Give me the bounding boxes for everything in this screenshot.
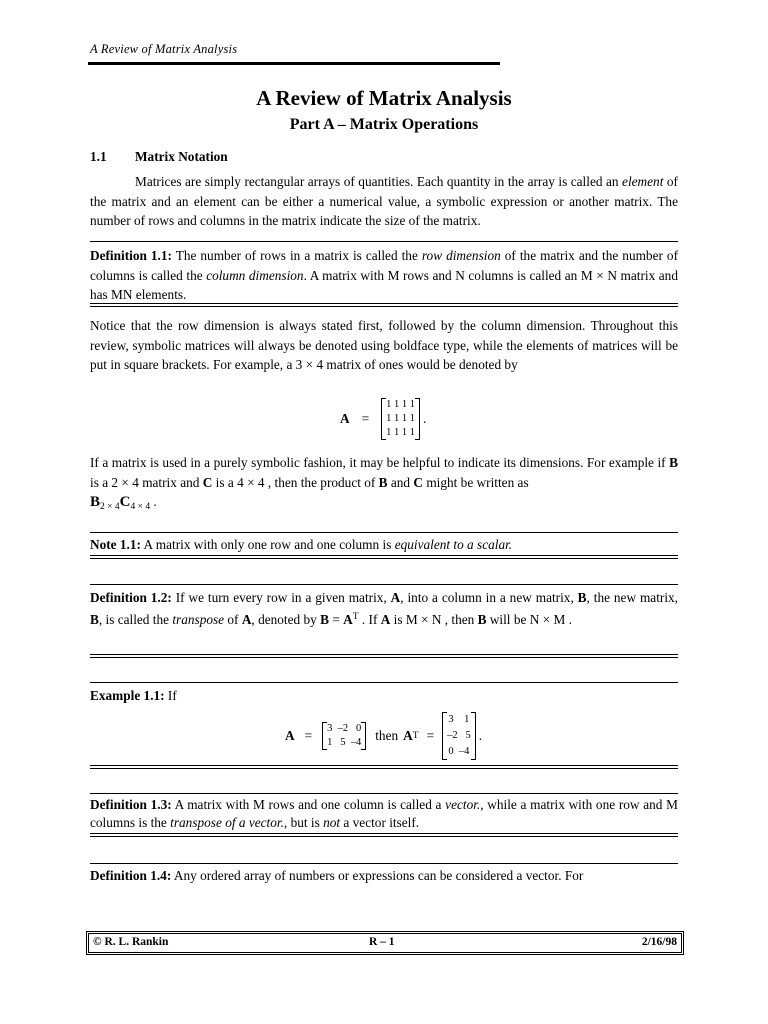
footer-date: 2/16/98 <box>641 936 677 948</box>
equals-sign: = <box>304 728 313 743</box>
ones-matrix <box>381 398 420 440</box>
section-number: 1.1 <box>90 149 107 164</box>
matrix-row: 1 1 1 1 <box>386 399 415 410</box>
page-subtitle: Part A – Matrix Operations <box>289 116 479 133</box>
definition-1-3-bottom-rule-2 <box>90 836 678 837</box>
header-rule <box>88 62 500 65</box>
equation-period: . <box>422 411 427 426</box>
definition-1-1-top-rule <box>90 241 678 242</box>
definition-1-2-top-rule <box>90 584 678 585</box>
definition-1-4-top-rule <box>90 863 678 864</box>
definition-1-1-bottom-rule-1 <box>90 303 678 304</box>
example-1-1-intro: Example 1.1: If <box>90 688 177 703</box>
transpose-example-equation <box>285 712 482 760</box>
symbolic-paragraph: If a matrix is used in a purely symbolic fashion, it may be helpful to indicate its dimensions. For example if B is a 2 × 4 matrix and C is a 4 × 4 , then the product of B and C might be written as $B_{2 \times 4}C_{4 \times 4}$ . <box>90 455 678 512</box>
definition-1-1: Definition 1.1: The number of rows in a matrix is called the row dimension of the matrix and the number of columns is called the column dimension. A matrix with M rows and N columns is called an M × N matrix and has MN elements. <box>90 248 678 302</box>
transpose-superscript: T <box>412 731 419 741</box>
matrix-row: –2 5 <box>447 730 471 741</box>
example-1-1-bottom-rule-2 <box>90 768 678 769</box>
example-1-1-bottom-rule-1 <box>90 765 678 766</box>
definition-1-1-bottom-rule-2 <box>90 306 678 307</box>
equals-sign: = <box>361 411 370 426</box>
note-1-1-bottom-rule-2 <box>90 558 678 559</box>
definition-1-2-bottom-rule-2 <box>90 657 678 658</box>
notation-paragraph: Notice that the row dimension is always stated first, followed by the column dimension. Throughout this review, symbolic matrices will always be denoted using boldface type, while the elements of matrices will be put in square brackets. For example, a 3 × 4 matrix of ones would be denoted by <box>90 318 678 372</box>
matrix-a-label: A <box>285 728 295 743</box>
equals-sign: = <box>426 728 435 743</box>
matrix-a-transpose <box>442 712 476 760</box>
equation-period: . <box>478 728 483 743</box>
ones-matrix-equation <box>340 398 426 440</box>
matrix-row: 3 –2 0 <box>327 723 362 734</box>
note-1-1-top-rule <box>90 532 678 533</box>
page-footer <box>88 933 682 953</box>
intro-paragraph: Matrices are simply rectangular arrays of quantities. Each quantity in the array is called an element of the matrix and an element can be either a numerical value, a symbolic expression or another matrix. The number of rows and columns in the matrix indicate the size of the matrix. <box>90 174 678 228</box>
product-expression: $B_{2 \times 4}C_{4 \times 4}$ . <box>90 494 157 512</box>
note-1-1: Note 1.1: A matrix with only one row and one column is equivalent to a scalar. <box>90 537 513 552</box>
definition-1-3-top-rule <box>90 793 678 794</box>
note-1-1-bottom-rule-1 <box>90 555 678 556</box>
then-word: then <box>375 728 399 743</box>
matrix-row: 0 –4 <box>448 746 470 757</box>
running-head: A Review of Matrix Analysis <box>90 42 238 56</box>
matrix-row: 1 1 1 1 <box>386 413 415 424</box>
definition-1-2: Definition 1.2: If we turn every row in a given matrix, A, into a column in a new matrix, B, the new matrix, B, is called the transpose of A, denoted by $B = A^T$ . If A is M × N , then B will be N × M . <box>90 590 678 627</box>
definition-1-4: Definition 1.4: Any ordered array of numbers or expressions can be considered a vector. For <box>90 868 584 883</box>
definition-1-2-bottom-rule-1 <box>90 654 678 655</box>
matrix-a <box>322 722 366 750</box>
matrix-a-transpose-label: A <box>403 728 413 743</box>
matrix-row: 1 5 –4 <box>327 737 362 748</box>
footer-page-number: R – 1 <box>369 936 395 948</box>
section-title: Matrix Notation <box>135 149 228 164</box>
footer-author: © R. L. Rankin <box>93 936 169 948</box>
matrix-row: 3 1 <box>448 714 470 725</box>
example-1-1-top-rule <box>90 682 678 683</box>
matrix-a-label: A <box>340 411 350 426</box>
definition-1-3: Definition 1.3: A matrix with M rows and one column is called a vector., while a matrix with one row and M columns is the transpose of a vector., but is not a vector itself. <box>90 797 678 830</box>
matrix-row: 1 1 1 1 <box>386 427 415 438</box>
definition-1-3-bottom-rule-1 <box>90 833 678 834</box>
page-title: A Review of Matrix Analysis <box>256 86 512 110</box>
